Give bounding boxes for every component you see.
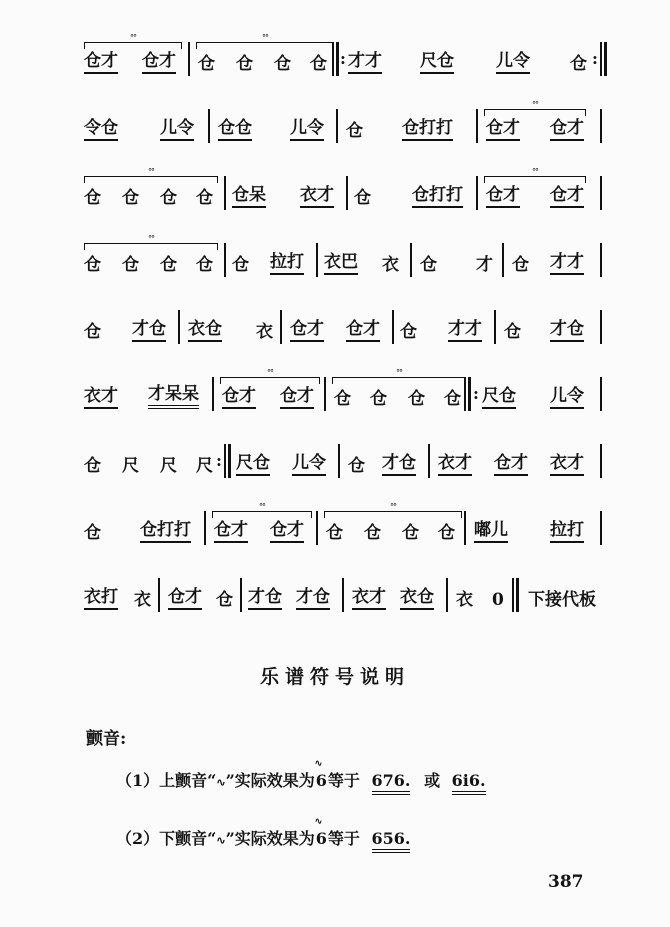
- score-token: 儿令: [550, 381, 584, 409]
- score-token: 才仓: [382, 448, 416, 476]
- score-token: 仓: [346, 121, 363, 141]
- note-prefix: （2）下颤音“: [116, 829, 217, 848]
- barline: [410, 243, 412, 277]
- score-token: 仓: [402, 523, 419, 543]
- score-token: 仓: [310, 54, 327, 74]
- section-heading: 乐谱符号说明: [259, 666, 410, 688]
- score-token: 仓打打: [140, 515, 191, 543]
- barline: [446, 578, 448, 612]
- barline: [316, 243, 318, 277]
- score-token: 尺: [196, 456, 213, 476]
- repeat-barline: [600, 42, 607, 76]
- score-token: 才才: [348, 46, 382, 74]
- score-token: 衣才: [84, 381, 118, 409]
- slur-mark: °°: [84, 42, 182, 49]
- score-token: 才: [476, 255, 493, 275]
- score-token: 仓才: [550, 113, 584, 141]
- score-token: 仓: [348, 456, 365, 476]
- repeat-dots: :: [216, 451, 222, 470]
- score-row: [84, 167, 624, 214]
- score-token: 尺: [122, 456, 139, 476]
- score-row: [84, 502, 624, 549]
- slur-mark: °°: [84, 243, 218, 250]
- score-token: 仓: [236, 54, 253, 74]
- score-token: 仓: [504, 322, 521, 342]
- repeat-dots: :: [473, 384, 479, 403]
- note-item-upper-trill: [116, 759, 486, 791]
- repeat-barline: [332, 42, 339, 76]
- score-token: 仓: [438, 523, 455, 543]
- page-number: 387: [548, 872, 584, 892]
- score-token: 衣仓: [188, 314, 222, 342]
- barline: [346, 176, 348, 210]
- score-token: 拉打: [270, 247, 304, 275]
- slur-mark: °°: [324, 511, 462, 518]
- score-token: 仓才: [346, 314, 380, 342]
- slur-mark: °°: [484, 176, 586, 183]
- note-digit: ∿ 6: [314, 817, 327, 848]
- barline: [600, 243, 602, 277]
- score-token: 尺仓: [420, 46, 454, 74]
- score-token: 衣才: [550, 448, 584, 476]
- barline: [336, 109, 338, 143]
- score-token: 仓: [364, 523, 381, 543]
- barline: [600, 377, 602, 411]
- score-row: [84, 308, 624, 348]
- note-example: 676.: [372, 771, 411, 795]
- barline: [600, 176, 602, 210]
- score-token: 仓打打: [412, 180, 463, 208]
- score-token: 仓才: [550, 180, 584, 208]
- score-token: 仓呆: [232, 180, 266, 208]
- barline: [316, 511, 318, 545]
- barline: [600, 109, 602, 143]
- score-token: 衣才: [438, 448, 472, 476]
- score-token: 仓打打: [402, 113, 453, 141]
- repeat-dots: :: [340, 49, 346, 68]
- score-token: 仓仓: [218, 113, 252, 141]
- note-middle: ”实际效果为: [225, 771, 315, 790]
- score-token: 仓: [196, 188, 213, 208]
- score-token: 尺: [160, 456, 177, 476]
- barline: [158, 578, 160, 612]
- score-token: 仓: [400, 322, 417, 342]
- score-token: 仓才: [486, 113, 520, 141]
- slur-mark: °°: [84, 176, 218, 183]
- score-token: 嘟儿: [474, 515, 508, 543]
- score-token: 尺仓: [482, 381, 516, 409]
- score-token: 才呆呆: [148, 379, 199, 409]
- repeat-barline: [224, 444, 231, 478]
- score-token: 仓才: [168, 582, 202, 610]
- score-token: 仓: [334, 389, 351, 409]
- score-token: 儿令: [292, 448, 326, 476]
- slur-mark: °°: [332, 377, 466, 384]
- score-token: 仓: [198, 54, 215, 74]
- score-row: [84, 368, 624, 415]
- score-token: 才仓: [550, 314, 584, 342]
- barline: [600, 310, 602, 344]
- note-example: 6i6.: [452, 771, 486, 795]
- score-token: 仓才: [214, 515, 248, 543]
- score-token: 拉打: [550, 515, 584, 543]
- score-token: 衣: [382, 255, 399, 275]
- score-token: 仓: [122, 255, 139, 275]
- barline: [476, 176, 478, 210]
- note-item-lower-trill: [116, 817, 411, 849]
- score-token: 才仓: [132, 314, 166, 342]
- score-token: 仓: [84, 523, 101, 543]
- barline: [338, 444, 340, 478]
- score-token: 仓: [122, 188, 139, 208]
- score-row: [84, 442, 624, 482]
- trill-mark-icon: ∿: [314, 759, 323, 769]
- score-token: 衣才: [352, 582, 386, 610]
- barline: [212, 377, 214, 411]
- score-token: 儿令: [290, 113, 324, 141]
- score-token: 令仓: [84, 113, 118, 141]
- trill-symbol: ∿: [216, 776, 226, 789]
- barline: [208, 109, 210, 143]
- score-token: 仓: [408, 389, 425, 409]
- score-row: [84, 33, 624, 80]
- score-token: 仓: [84, 255, 101, 275]
- score-token: 仓: [512, 255, 529, 275]
- barline: [188, 42, 190, 76]
- score-token: 衣: [456, 590, 473, 610]
- slur-mark: °°: [212, 511, 312, 518]
- barline: [392, 310, 394, 344]
- score-token: 仓: [444, 389, 461, 409]
- score-token: 仓: [160, 255, 177, 275]
- score-token: 仓: [84, 456, 101, 476]
- barline: [324, 377, 326, 411]
- score-token: 才才: [550, 247, 584, 275]
- score-token: 仓才: [280, 381, 314, 409]
- score-token: 仓才: [290, 314, 324, 342]
- score-token: 仓: [84, 188, 101, 208]
- score-token: 仓才: [494, 448, 528, 476]
- barline: [502, 243, 504, 277]
- score-token: 仓: [354, 188, 371, 208]
- score-token: 仓: [420, 255, 437, 275]
- note-example: 656.: [372, 829, 411, 853]
- score-token: 衣打: [84, 582, 118, 610]
- score-token: 仓: [370, 389, 387, 409]
- score-token: 下接代板: [528, 590, 596, 610]
- score-token: 仓: [160, 188, 177, 208]
- trill-symbol: ∿: [216, 834, 226, 847]
- barline: [464, 511, 466, 545]
- score-token: 仓才: [486, 180, 520, 208]
- slur-mark: °°: [196, 42, 334, 49]
- barline: [240, 578, 242, 612]
- barline: [204, 511, 206, 545]
- barline: [428, 444, 430, 478]
- repeat-barline: [464, 377, 471, 411]
- score-token: 仓: [216, 590, 233, 610]
- note-or: 或: [424, 771, 441, 790]
- score-token: 仓: [326, 523, 343, 543]
- barline: [600, 511, 602, 545]
- score-token: 仓: [84, 322, 101, 342]
- score-token: 才仓: [248, 582, 282, 610]
- barline: [476, 109, 478, 143]
- note-equal: 等于: [327, 829, 360, 848]
- end-barline: [512, 578, 519, 612]
- score-token: 衣: [134, 590, 151, 610]
- score-token: 仓才: [84, 46, 118, 74]
- score-token: 才仓: [296, 582, 330, 610]
- score-token: 仓: [570, 54, 587, 74]
- score-token: 衣才: [300, 180, 334, 208]
- slur-mark: °°: [220, 377, 320, 384]
- barline: [178, 310, 180, 344]
- score-token: 仓才: [270, 515, 304, 543]
- score-token: 仓: [232, 255, 249, 275]
- score-token: 0: [492, 590, 504, 610]
- note-digit: ∿ 6: [314, 759, 327, 790]
- score-token: 才才: [448, 314, 482, 342]
- score-row: [84, 576, 624, 616]
- term-label: 颤音:: [86, 729, 127, 749]
- score-token: 衣巴: [324, 247, 358, 275]
- score-token: 儿令: [496, 46, 530, 74]
- slur-mark: °°: [484, 109, 586, 116]
- score-row: [84, 234, 624, 281]
- barline: [224, 243, 226, 277]
- score-token: 衣: [256, 322, 273, 342]
- trill-mark-icon: ∿: [314, 817, 323, 827]
- score-token: 仓才: [222, 381, 256, 409]
- barline: [600, 444, 602, 478]
- score-token: 仓才: [142, 46, 176, 74]
- score-token: 仓: [274, 54, 291, 74]
- score-token: 尺仓: [236, 448, 270, 476]
- barline: [280, 310, 282, 344]
- score-token: 衣仓: [400, 582, 434, 610]
- barline: [494, 310, 496, 344]
- score-token: 仓: [196, 255, 213, 275]
- repeat-dots: :: [592, 49, 598, 68]
- score-token: 儿令: [160, 113, 194, 141]
- barline: [342, 578, 344, 612]
- note-middle: ”实际效果为: [225, 829, 315, 848]
- note-equal: 等于: [327, 771, 360, 790]
- barline: [224, 176, 226, 210]
- note-prefix: （1）上颤音“: [116, 771, 217, 790]
- score-row: [84, 100, 624, 147]
